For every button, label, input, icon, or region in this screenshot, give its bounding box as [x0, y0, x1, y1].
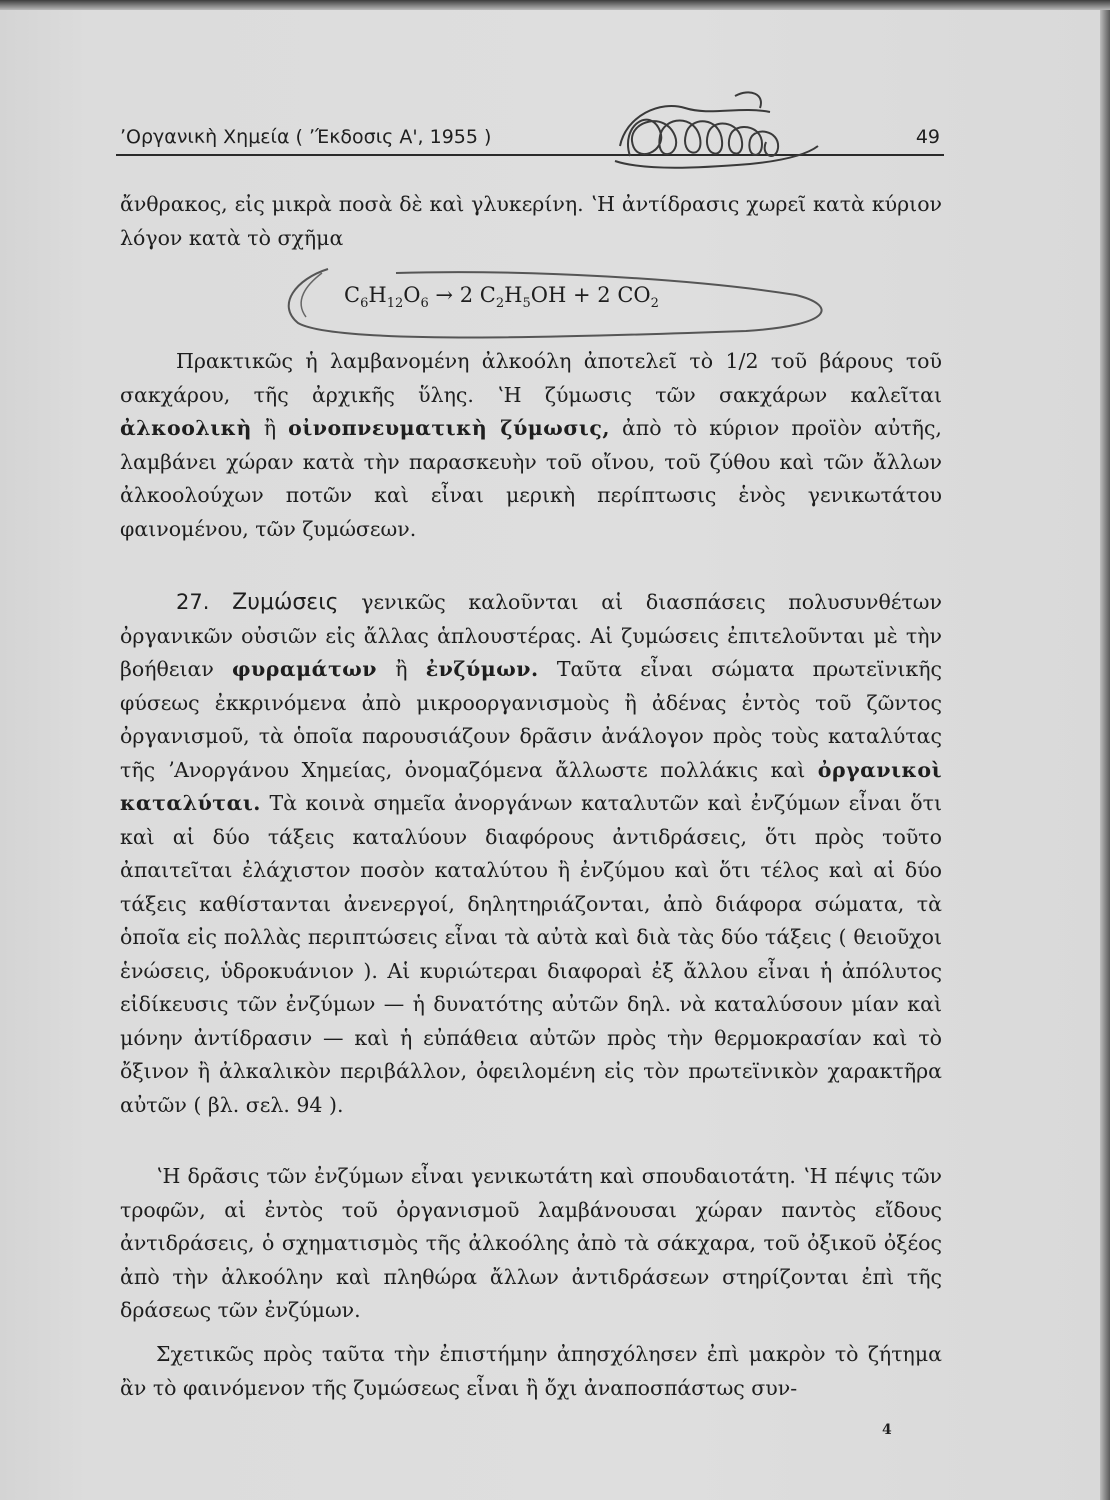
paragraph-alcoholic-fermentation — [120, 345, 942, 546]
equation-text — [344, 283, 659, 311]
reaction-arrow: → — [435, 283, 454, 307]
section-title: Ζυμώσεις — [232, 590, 339, 615]
paragraph-enzyme-action — [120, 1160, 942, 1328]
text-run: ʽΗ δρᾶσις τῶν ἐνζύμων εἶναι γενικωτάτη καὶ σπουδαιοτάτη. ʽΗ πέψις τῶν τροφῶν, αἱ ἐντὸς τοῦ ὀργανισμοῦ λαμβάνουσαι χώραν παντὸς εἴδους ἀντιδράσεις, ὁ σχηματισμὸς τῆς ἀλκοόλης ἀπὸ τὰ σάκχαρα, τοῦ ὀξικοῦ ὀξέος ἀπὸ τὴν ἀλκοόλην καὶ πληθώρα ἄλλων ἀντιδράσεων στηρίζονται ἐπὶ τῆς δράσεως τῶν ἐνζύμων. — [120, 1164, 942, 1322]
paragraph-intro: ἄνθρακος, εἰς μικρὰ ποσὰ δὲ καὶ γλυκερίνη. ʽΗ ἀντίδρασις χωρεῖ κατὰ κύριον λόγον κατὰ τὸ σχῆμα — [120, 192, 942, 250]
page-edge-shadow — [1100, 0, 1110, 1500]
term-organic-catalysts: ὀργανικοὶ καταλύται. — [120, 757, 942, 815]
text-run: γενικῶς καλοῦνται αἱ διασπάσεις πολυσυνθέτων ὀργανικῶν οὐσιῶν εἰς ἄλλας ἁπλουστέρας. Αἱ ζυμώσεις ἐπιτελοῦνται μὲ τὴν βοήθειαν — [120, 590, 942, 681]
reactant-formula: $C_6H_{12}O_6$ — [344, 283, 429, 312]
page-top-edge — [0, 0, 1110, 10]
section-number: 27. — [176, 590, 210, 614]
chemical-equation — [276, 265, 836, 343]
text-run: ἀπὸ τὸ κύριον προϊὸν αὐτῆς, λαμβάνει χώραν κατὰ τὴν παρασκευὴν τοῦ οἴνου, τοῦ ζύθου καὶ τῶν ἄλλων ἀλκοολούχων ποτῶν καὶ εἶναι μερικὴ περίπτωσις ἑνὸς γενικωτάτου φαινομένου, τῶν ζυμώσεων. — [120, 416, 942, 541]
section-27 — [120, 586, 942, 1122]
text-run: Σχετικῶς πρὸς ταῦτα τὴν ἐπιστήμην ἀπησχόλησεν ἐπὶ μακρὸν τὸ ζήτημα ἂν τὸ φαινόμενον τῆς ζυμώσεως εἶναι ἢ ὄχι ἀναποσπάστως συν- — [120, 1342, 942, 1400]
text-run: Ταῦτα εἶναι σώματα πρωτεϊνικῆς φύσεως ἐκκρινόμενα ἀπὸ μικροοργανισμοὺς ἢ ἀδένας ἐντὸς τοῦ ζῶντος ὀργανισμοῦ, τὰ ὁποῖα παρουσιάζουν δρᾶσιν ἀνάλογον πρὸς τοὺς καταλύτας τῆς ʼΑνοργάνου Χημείας, ὀνομαζόμενα ἄλλωστε πολλάκις καὶ — [120, 657, 942, 782]
page-number: 49 — [915, 126, 940, 148]
pen-scribble-mark — [590, 86, 840, 178]
product-ethanol: $C_2H_5OH$ — [479, 283, 567, 312]
signature-mark: 4 — [882, 1422, 892, 1438]
text-run: Πρακτικῶς ἡ λαμβανομένη ἀλκοόλη ἀποτελεῖ τὸ 1/2 τοῦ βάρους τοῦ σακχάρου, τῆς ἀρχικῆς ὕλης. ʽΗ ζύμωσις τῶν σακχάρων καλεῖται — [120, 349, 942, 407]
term-alcoholic: ἀλκοολικὴ — [120, 416, 252, 440]
term-ferments: φυραμάτων — [232, 657, 377, 681]
text-run: ἢ — [263, 416, 277, 440]
plus-sign: + — [572, 283, 591, 307]
header-title: ʼΟργανικὴ Χημεία ( ʼΈκδοσις Α', 1955 ) — [120, 126, 492, 148]
term-spirit-fermentation: οἰνοπνευματικὴ ζύμωσις, — [288, 416, 610, 440]
product-co2: $CO_2$ — [617, 283, 659, 312]
coefficient-ethanol: 2 — [459, 283, 474, 307]
text-run: ἢ — [395, 657, 408, 681]
text-run: Τὰ κοινὰ σημεῖα ἀνοργάνων καταλυτῶν καὶ ἐνζύμων εἶναι ὅτι καὶ αἱ δύο τάξεις καταλύουν διαφόρους ἀντιδράσεις, ὅτι πρὸς τοῦτο ἀπαιτεῖται ἐλάχιστον ποσὸν καταλύτου ἢ ἐνζύμου καὶ ὅτι τέλος καὶ αἱ δύο τάξεις καθίστανται ἀνενεργοί, δηλητηριάζονται, ἀπὸ διάφορα σώματα, τὰ ὁποῖα εἰς πολλὰς περιπτώσεις εἶναι τὰ αὐτὰ καὶ διὰ τὰς δύο τάξεις ( θειοῦχοι ἑνώσεις, ὑδροκυάνιον ). Αἱ κυριώτεραι διαφοραὶ ἐξ ἄλλου εἶναι ἡ ἀπόλυτος εἰδίκευσις τῶν ἐνζύμων — ἡ δυνατότης αὐτῶν δηλ. νὰ καταλύσουν μίαν καὶ μόνην ἀντίδρασιν — καὶ ἡ εὐπάθεια αὐτῶν πρὸς τὴν θερμοκρασίαν καὶ τὸ ὄξινον ἢ ἀλκαλικὸν περιβάλλον, ὀφειλομένη εἰς τὸν πρωτεϊνικὸν χαρακτῆρα αὐτῶν ( βλ. σελ. 94 ). — [120, 791, 942, 1117]
paragraph-continued — [120, 1338, 942, 1405]
coefficient-co2: 2 — [597, 283, 611, 307]
term-enzymes: ἐνζύμων. — [425, 657, 539, 681]
